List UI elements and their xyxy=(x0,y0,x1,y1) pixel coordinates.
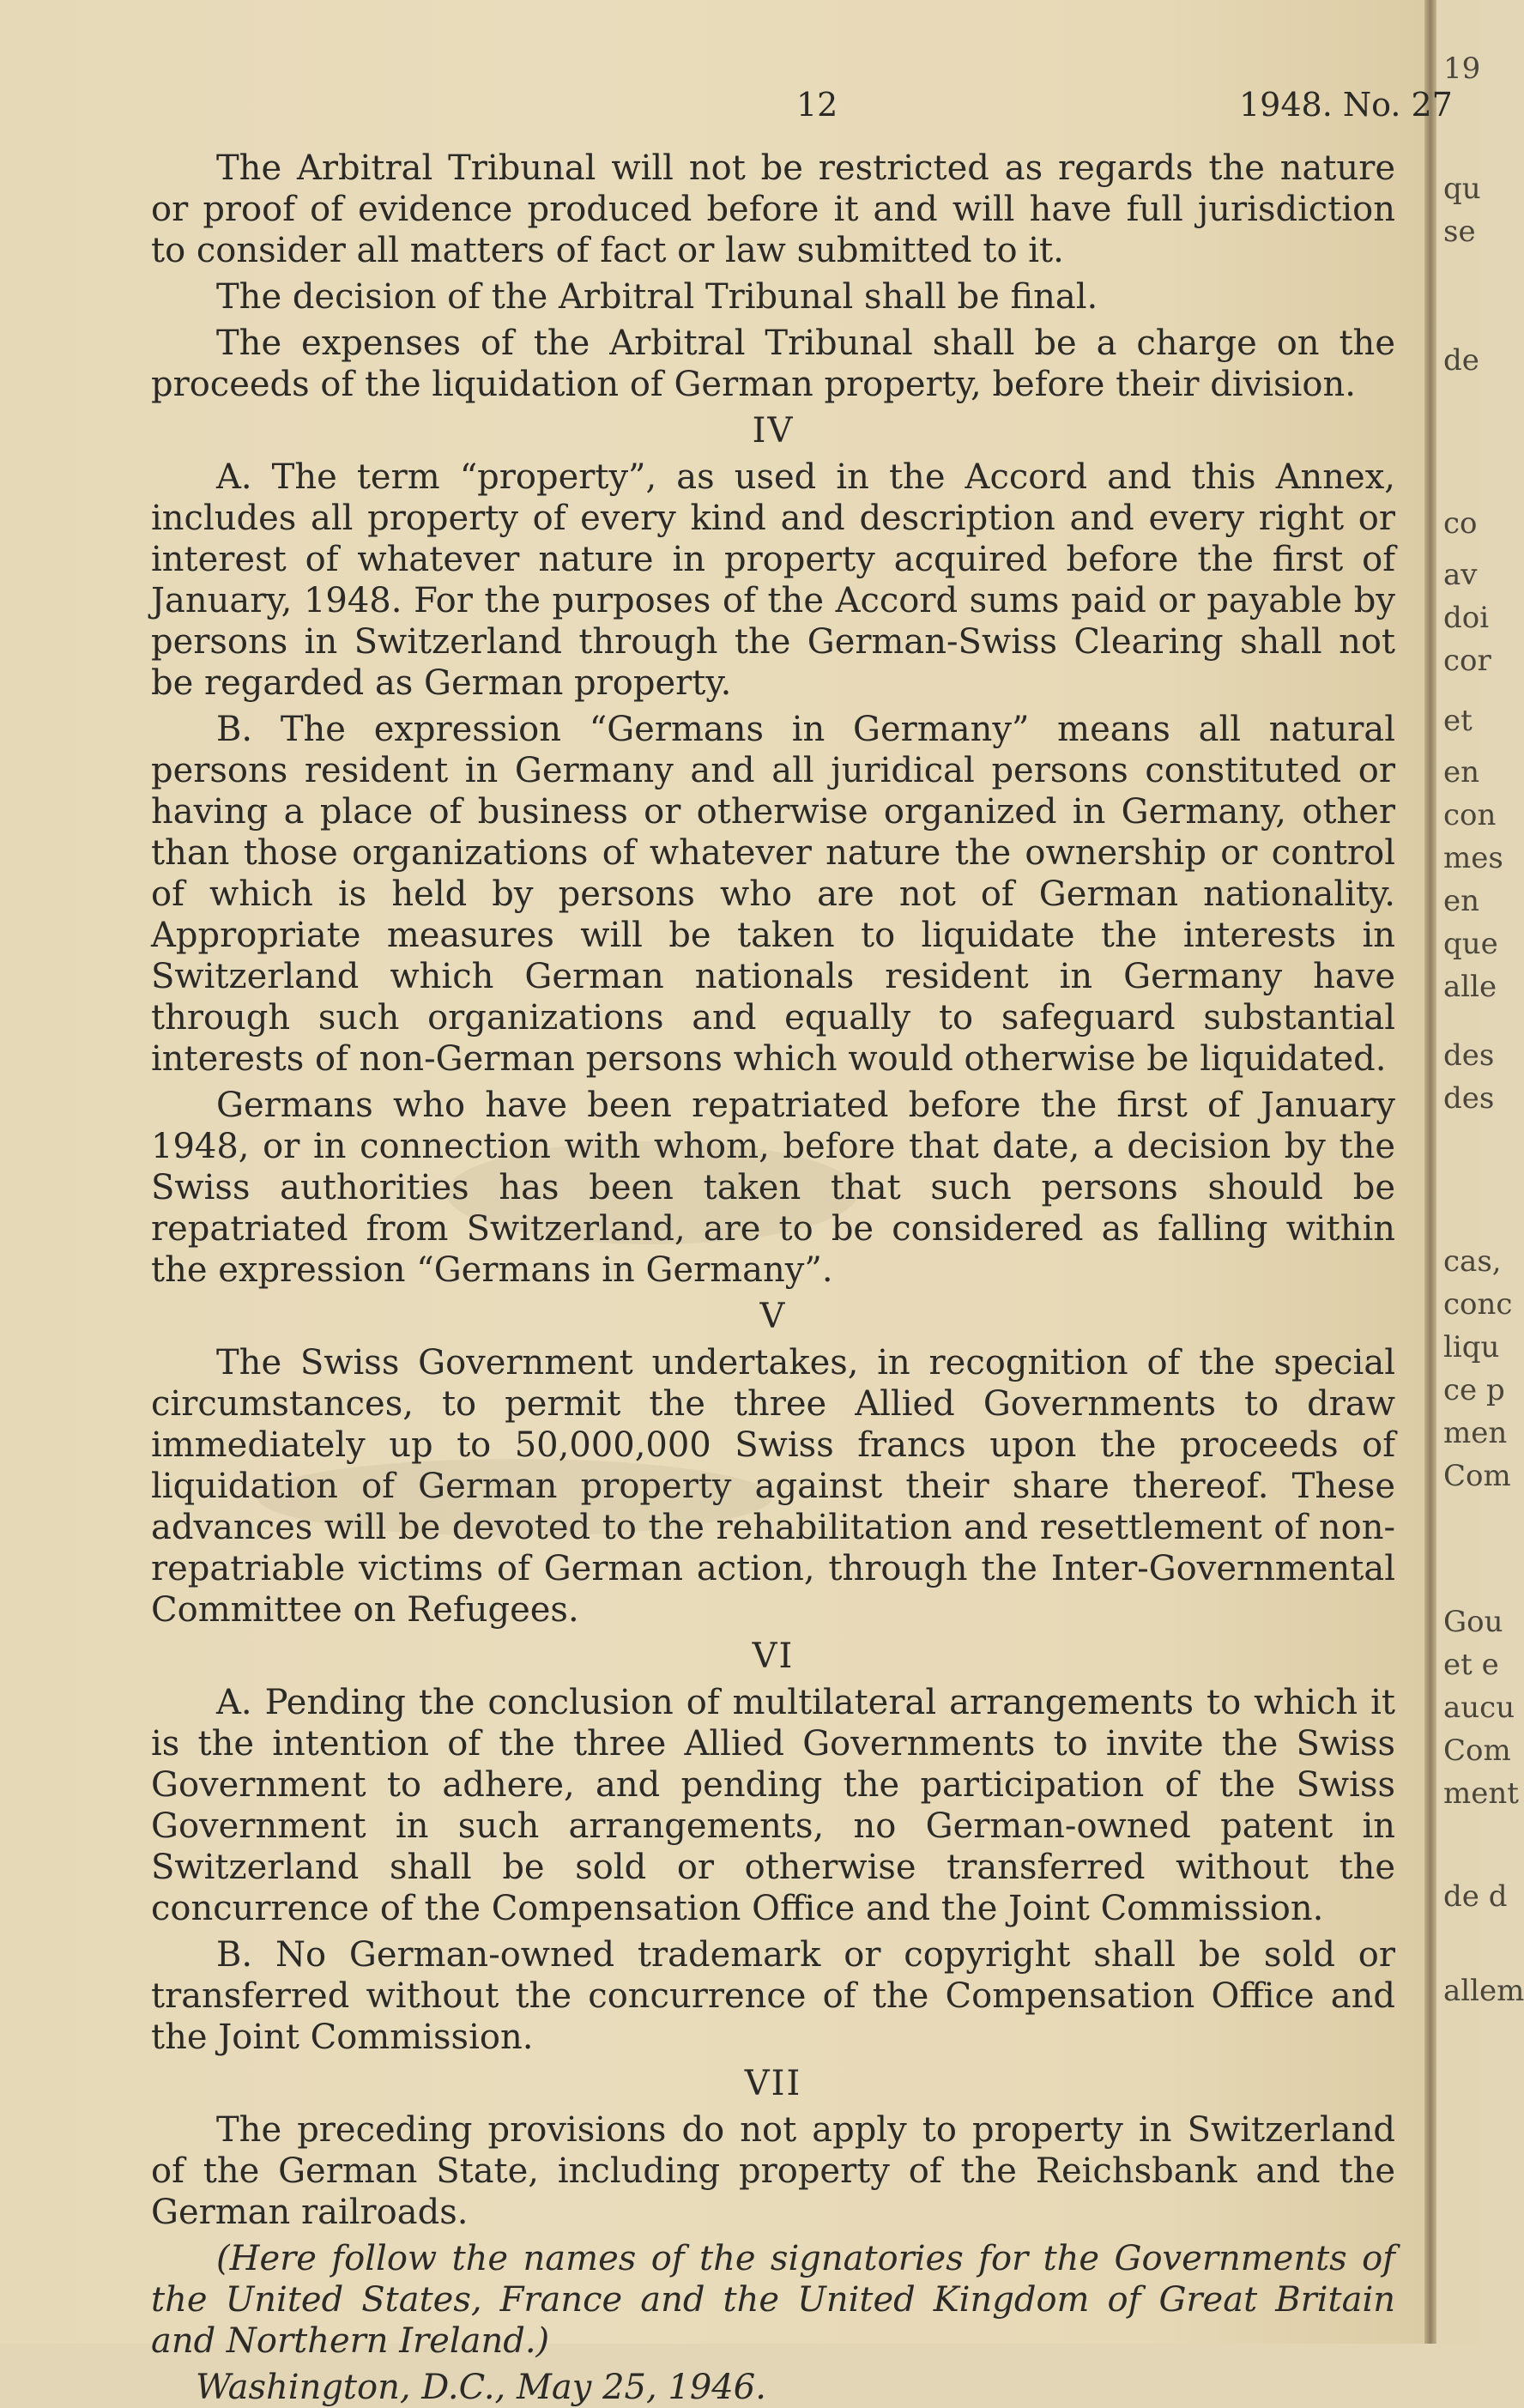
adjacent-page-text: Com xyxy=(1443,1459,1511,1493)
body-paragraph: The Arbitral Tribunal will not be restricted as regards the nature or proof of evidence produced before it and will have full jurisdiction to consider all matters of fact or law submitted to it. xyxy=(151,148,1395,270)
adjacent-page-text: qu xyxy=(1443,172,1481,206)
adjacent-page-text: allem xyxy=(1443,1974,1524,2008)
signatory-note: (Here follow the names of the signatories for the Governments of the United States, France and the United Kingdom of Great Britain and Northern Ireland.) xyxy=(151,2239,1395,2361)
body-paragraph: B. No German-owned trademark or copyright shall be sold or transferred without the concurrence of the Compensation Office and the Joint Commission. xyxy=(151,1935,1395,2057)
adjacent-page-text: et xyxy=(1443,704,1473,738)
adjacent-page-text: conc xyxy=(1443,1287,1513,1322)
adjacent-page-text: que xyxy=(1443,927,1498,961)
section-heading: V xyxy=(759,1297,787,1336)
adjacent-page-text: ce p xyxy=(1443,1373,1505,1407)
adjacent-page-text: de d xyxy=(1443,1879,1508,1914)
body-paragraph: A. Pending the conclusion of multilateral arrangements to which it is the intention of the three Allied Governments to invite the Swiss Government to adhere, and pending the participation of the Swiss Government in such arrangements, no German-owned patent in Switzerland shall be sold or otherwise transferred without the concurrence of the Compensation Office and the Joint Commission. xyxy=(151,1683,1395,1928)
running-head-year-number: 1948. No. 27 xyxy=(1239,86,1453,124)
adjacent-page-text: en xyxy=(1443,755,1480,790)
adjacent-page-text: liqu xyxy=(1443,1330,1500,1364)
adjacent-page-text: se xyxy=(1443,215,1476,249)
adjacent-page-text: co xyxy=(1443,506,1478,541)
adjacent-page-text: con xyxy=(1443,798,1497,832)
body-paragraph: A. The term “property”, as used in the Accord and this Annex, includes all property of every kind and description and every right or interest of whatever nature in property acquired before the first of January, 1948. For the purposes of the Accord sums paid or payable by persons in Switzerland through the German-Swiss Clearing shall not be regarded as German property. xyxy=(151,457,1395,703)
adjacent-page-text: av xyxy=(1443,558,1478,592)
adjacent-page-text: cas, xyxy=(1443,1244,1502,1279)
document-body xyxy=(151,148,1395,2408)
adjacent-page-text: cor xyxy=(1443,644,1491,678)
adjacent-page-text: de xyxy=(1443,343,1479,378)
section-heading: IV xyxy=(752,411,795,451)
closing-place-date: Washington, D.C., May 25, 1946. xyxy=(196,2368,766,2407)
book-gutter xyxy=(1424,0,1436,2344)
body-paragraph: Germans who have been repatriated before the first of January 1948, or in connection with whom, before that date, a decision by the Swiss authorities has been taken that such persons should be repatriated from Switzerland, are to be considered as falling within the expression “Germans in Germany”. xyxy=(151,1086,1395,1290)
adjacent-page-text: des xyxy=(1443,1038,1495,1073)
section-heading: VI xyxy=(752,1637,795,1676)
adjacent-page-text: ment xyxy=(1443,1776,1519,1811)
body-paragraph: The preceding provisions do not apply to property in Switzerland of the German State, including property of the Reichsbank and the German railroads. xyxy=(151,2110,1395,2232)
adjacent-page-text: men xyxy=(1443,1416,1508,1450)
adjacent-page-fragment xyxy=(1436,0,1524,2344)
adjacent-page-text: 19 xyxy=(1443,51,1481,86)
body-paragraph: The Swiss Government undertakes, in recognition of the special circumstances, to permit the three Allied Governments to draw immediately up to 50,000,000 Swiss francs upon the proceeds of liquidation of German property against their share thereof. These advances will be devoted to the rehabilitation and resettlement of non-repatriable victims of German action, through the Inter-Governmental Committee on Refugees. xyxy=(151,1343,1395,1630)
adjacent-page-text: mes xyxy=(1443,841,1503,875)
body-paragraph: The decision of the Arbitral Tribunal shall be final. xyxy=(216,277,1098,317)
body-paragraph: B. The expression “Germans in Germany” means all natural persons resident in Germany and all juridical persons constituted or having a place of business or otherwise organized in Germany, other than those organizations of whatever nature the ownership or control of which is held by persons who are not of German nationality. Appropriate measures will be taken to liquidate the interests in Switzerland which German nationals resident in Germany have through such organizations and equally to safeguard substantial interests of non-German persons which would otherwise be liquidated. xyxy=(151,710,1395,1079)
adjacent-page-text: aucu xyxy=(1443,1691,1515,1725)
section-heading: VII xyxy=(744,2064,802,2103)
adjacent-page-text: des xyxy=(1443,1081,1495,1116)
adjacent-page-text: Gou xyxy=(1443,1605,1503,1639)
adjacent-page-text: et e xyxy=(1443,1648,1499,1682)
adjacent-page-text: en xyxy=(1443,884,1480,918)
adjacent-page-text: Com xyxy=(1443,1733,1511,1768)
adjacent-page-text: alle xyxy=(1443,970,1497,1004)
signatory-note-block xyxy=(151,2238,1395,2362)
body-paragraph: The expenses of the Arbitral Tribunal shall be a charge on the proceeds of the liquidation of German property, before their division. xyxy=(151,324,1395,404)
page-number: 12 xyxy=(796,86,838,124)
adjacent-page-text: doi xyxy=(1443,601,1490,635)
